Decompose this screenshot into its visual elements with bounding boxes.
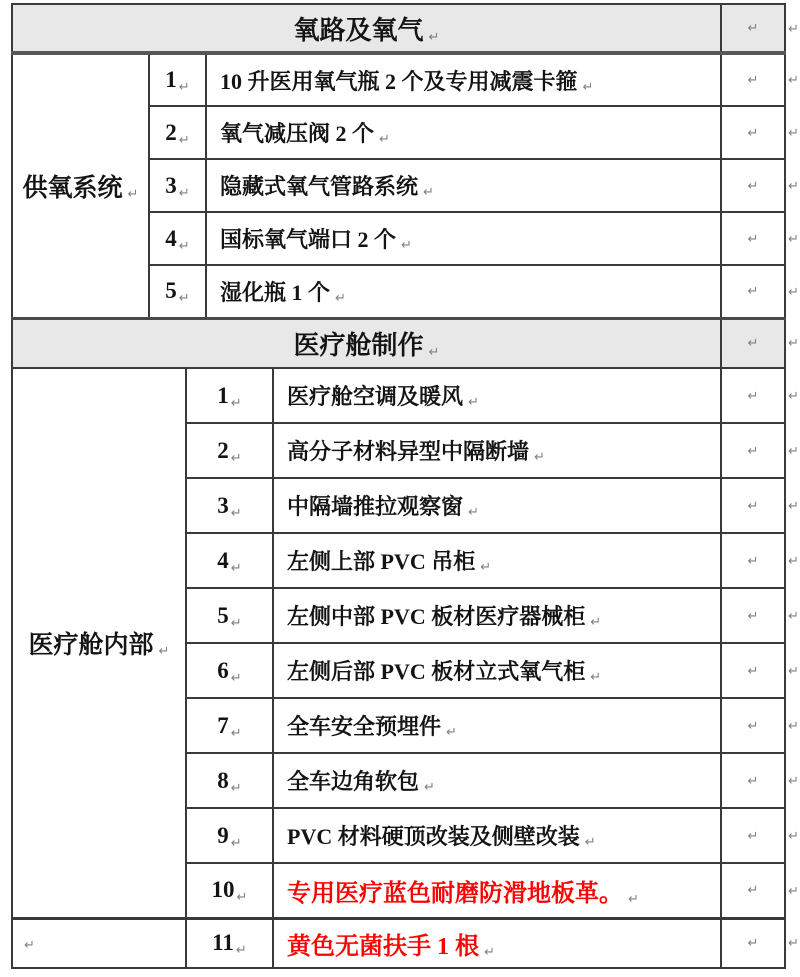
paragraph-mark-icon: ↵ — [158, 643, 170, 659]
paragraph-mark-icon: ↵ — [582, 79, 594, 95]
row-desc-cell — [273, 698, 721, 753]
row-number: 11 — [212, 930, 234, 956]
row-number: 3 — [217, 492, 229, 518]
paragraph-mark-icon: ↵ — [590, 670, 602, 685]
row-number: 8 — [217, 767, 229, 793]
row-desc-cell — [206, 212, 721, 265]
row-desc: 高分子材料异型中隔断墙 — [287, 439, 530, 464]
row-end-mark-cell — [785, 368, 799, 423]
row-number-cell — [186, 588, 273, 643]
row-desc: PVC 材料硬顶改装及侧壁改装 — [287, 824, 580, 849]
row-number-cell — [186, 643, 273, 698]
row-number: 5 — [165, 278, 177, 304]
row-number: 6 — [217, 657, 229, 683]
row-end-mark-cell — [785, 106, 799, 159]
row-number: 3 — [165, 172, 177, 198]
paragraph-mark-icon: ↵ — [747, 443, 759, 459]
row-end-mark-cell — [785, 533, 799, 588]
paragraph-mark-icon: ↵ — [230, 615, 242, 631]
row-desc: 氧气减压阀 2 个 — [220, 121, 375, 146]
row-end-mark-cell — [785, 918, 799, 968]
paragraph-mark-icon: ↵ — [628, 891, 639, 907]
empty-side-cell — [12, 918, 186, 968]
paragraph-mark-icon: ↵ — [230, 505, 242, 521]
paragraph-mark-icon: ↵ — [788, 72, 799, 88]
remark-cell — [721, 808, 785, 863]
section2-header-cell — [12, 318, 721, 368]
row-number-cell — [149, 212, 206, 265]
paragraph-mark-icon: ↵ — [788, 663, 799, 679]
row-end-mark-cell — [785, 212, 799, 265]
remark-cell — [721, 478, 785, 533]
section2-header-row — [12, 318, 799, 368]
row-desc: 左侧上部 PVC 吊柜 — [287, 549, 476, 574]
section2-side-label: 医疗舱内部 — [28, 631, 154, 659]
row-number-cell — [186, 863, 273, 918]
row-number-cell — [186, 753, 273, 808]
paragraph-mark-icon: ↵ — [480, 560, 492, 575]
paragraph-mark-icon: ↵ — [401, 238, 412, 253]
row-number-cell — [186, 698, 273, 753]
row-number: 2 — [217, 437, 229, 463]
paragraph-mark-icon: ↵ — [747, 231, 759, 247]
row-desc-cell — [206, 265, 721, 318]
row-number-cell — [186, 533, 273, 588]
row-desc-cell — [273, 368, 721, 423]
paragraph-mark-icon: ↵ — [24, 938, 35, 954]
paragraph-mark-icon: ↵ — [788, 21, 799, 37]
row-number: 4 — [217, 547, 229, 573]
row-number: 10 — [211, 877, 235, 903]
table-row — [12, 53, 799, 106]
row-desc: 10 升医用氧气瓶 2 个及专用减震卡箍 — [220, 68, 578, 94]
row-end-mark-cell — [785, 318, 799, 368]
row-end-mark-cell — [785, 478, 799, 533]
paragraph-mark-icon: ↵ — [230, 725, 242, 741]
paragraph-mark-icon: ↵ — [178, 132, 190, 148]
paragraph-mark-icon: ↵ — [446, 725, 457, 740]
row-number-cell — [186, 478, 273, 533]
row-desc-cell — [206, 53, 721, 106]
row-number: 2 — [165, 119, 177, 145]
paragraph-mark-icon: ↵ — [788, 388, 799, 404]
row-end-mark-cell — [785, 4, 799, 53]
row-end-mark-cell — [785, 753, 799, 808]
paragraph-mark-icon: ↵ — [747, 388, 759, 404]
row-desc-cell — [273, 478, 721, 533]
row-desc: 全车边角软包 — [287, 769, 420, 794]
paragraph-mark-icon: ↵ — [747, 125, 759, 141]
remark-cell — [721, 159, 785, 212]
row-number-cell — [149, 159, 206, 212]
row-end-mark-cell — [785, 265, 799, 318]
row-number: 1 — [217, 382, 229, 408]
row-number-cell — [149, 106, 206, 159]
paragraph-mark-icon: ↵ — [747, 498, 759, 514]
paragraph-mark-icon: ↵ — [788, 553, 799, 569]
table-row — [12, 918, 799, 968]
remark-cell — [721, 698, 785, 753]
paragraph-mark-icon: ↵ — [788, 336, 799, 351]
paragraph-mark-icon: ↵ — [379, 132, 390, 147]
row-end-mark-cell — [785, 808, 799, 863]
paragraph-mark-icon: ↵ — [584, 835, 596, 850]
row-end-mark-cell — [785, 863, 799, 918]
paragraph-mark-icon: ↵ — [788, 178, 799, 194]
row-number: 1 — [165, 67, 177, 92]
remark-cell — [721, 265, 785, 318]
section1-title: 氧路及氧气 — [293, 15, 424, 45]
remark-cell — [721, 106, 785, 159]
paragraph-mark-icon: ↵ — [230, 835, 242, 851]
paragraph-mark-icon: ↵ — [747, 73, 759, 88]
row-desc-cell — [206, 106, 721, 159]
remark-cell — [721, 368, 785, 423]
paragraph-mark-icon: ↵ — [747, 336, 759, 352]
paragraph-mark-icon: ↵ — [747, 178, 759, 194]
paragraph-mark-icon: ↵ — [230, 560, 242, 576]
paragraph-mark-icon: ↵ — [747, 663, 759, 679]
row-desc: 左侧中部 PVC 板材医疗器械柜 — [287, 604, 586, 629]
row-number-cell — [149, 53, 206, 106]
remark-cell — [721, 753, 785, 808]
row-number: 7 — [217, 712, 229, 738]
remark-cell — [721, 4, 785, 53]
paragraph-mark-icon: ↵ — [788, 125, 799, 141]
remark-cell — [721, 53, 785, 106]
paragraph-mark-icon: ↵ — [788, 443, 799, 459]
paragraph-mark-icon: ↵ — [788, 883, 799, 899]
row-end-mark-cell — [785, 643, 799, 698]
paragraph-mark-icon: ↵ — [235, 943, 247, 959]
row-number: 4 — [165, 225, 177, 251]
paragraph-mark-icon: ↵ — [127, 186, 139, 202]
section1-side-label: 供氧系统 — [22, 174, 123, 202]
remark-cell — [721, 212, 785, 265]
row-number-cell — [186, 423, 273, 478]
paragraph-mark-icon: ↵ — [788, 773, 799, 789]
remark-cell — [721, 863, 785, 918]
remark-cell — [721, 918, 785, 968]
paragraph-mark-icon: ↵ — [534, 450, 545, 465]
row-desc-cell — [273, 643, 721, 698]
paragraph-mark-icon: ↵ — [230, 780, 242, 796]
table-row — [12, 368, 799, 423]
row-number: 5 — [217, 602, 229, 628]
paragraph-mark-icon: ↵ — [468, 395, 479, 410]
paragraph-mark-icon: ↵ — [788, 608, 799, 624]
section1-header-cell — [12, 4, 721, 53]
row-number-cell — [149, 265, 206, 318]
paragraph-mark-icon: ↵ — [788, 284, 799, 300]
paragraph-mark-icon: ↵ — [230, 450, 242, 466]
row-desc: 中隔墙推拉观察窗 — [287, 494, 464, 519]
paragraph-mark-icon: ↵ — [747, 553, 759, 569]
paragraph-mark-icon: ↵ — [747, 883, 759, 899]
row-desc: 左侧后部 PVC 板材立式氧气柜 — [287, 659, 586, 684]
paragraph-mark-icon: ↵ — [747, 21, 759, 36]
remark-cell — [721, 533, 785, 588]
paragraph-mark-icon: ↵ — [747, 718, 759, 734]
paragraph-mark-icon: ↵ — [178, 80, 190, 95]
section1-header-row — [12, 4, 799, 53]
row-number: 9 — [217, 822, 229, 848]
spec-table — [11, 3, 799, 969]
paragraph-mark-icon: ↵ — [788, 231, 799, 247]
paragraph-mark-icon: ↵ — [788, 718, 799, 734]
paragraph-mark-icon: ↵ — [428, 344, 440, 360]
row-end-mark-cell — [785, 423, 799, 478]
paragraph-mark-icon: ↵ — [747, 936, 759, 952]
row-desc-cell — [273, 918, 721, 968]
row-desc-cell — [273, 863, 721, 918]
row-end-mark-cell — [785, 53, 799, 106]
remark-cell — [721, 643, 785, 698]
paragraph-mark-icon: ↵ — [788, 828, 799, 844]
paragraph-mark-icon: ↵ — [230, 395, 242, 411]
paragraph-mark-icon: ↵ — [178, 238, 190, 254]
row-end-mark-cell — [785, 588, 799, 643]
row-desc: 隐藏式氧气管路系统 — [220, 174, 419, 199]
paragraph-mark-icon: ↵ — [424, 780, 435, 795]
paragraph-mark-icon: ↵ — [178, 185, 190, 201]
row-desc-cell — [273, 808, 721, 863]
paragraph-mark-icon: ↵ — [747, 773, 759, 789]
paragraph-mark-icon: ↵ — [747, 828, 759, 844]
row-desc: 专用医疗蓝色耐磨防滑地板革。 — [287, 880, 623, 907]
paragraph-mark-icon: ↵ — [428, 29, 440, 45]
row-number-cell — [186, 368, 273, 423]
paragraph-mark-icon: ↵ — [747, 284, 759, 300]
row-desc: 国标氧气端口 2 个 — [220, 227, 397, 252]
paragraph-mark-icon: ↵ — [230, 670, 242, 686]
section2-title: 医疗舱制作 — [293, 330, 424, 360]
paragraph-mark-icon: ↵ — [590, 615, 602, 630]
section2-side-label-cell — [12, 368, 186, 918]
paragraph-mark-icon: ↵ — [178, 291, 190, 307]
paragraph-mark-icon: ↵ — [468, 505, 479, 520]
row-desc: 黄色无菌扶手 1 根 — [287, 933, 479, 960]
paragraph-mark-icon: ↵ — [747, 608, 759, 624]
row-desc-cell — [206, 159, 721, 212]
paragraph-mark-icon: ↵ — [335, 290, 346, 306]
row-number-cell — [186, 918, 273, 968]
row-desc-cell — [273, 533, 721, 588]
row-desc-cell — [273, 588, 721, 643]
paragraph-mark-icon: ↵ — [484, 944, 495, 960]
paragraph-mark-icon: ↵ — [236, 890, 248, 906]
row-desc: 湿化瓶 1 个 — [220, 279, 331, 305]
row-end-mark-cell — [785, 698, 799, 753]
row-desc-cell — [273, 753, 721, 808]
paragraph-mark-icon: ↵ — [788, 498, 799, 514]
paragraph-mark-icon: ↵ — [788, 936, 799, 951]
row-desc-cell — [273, 423, 721, 478]
section1-side-label-cell — [12, 53, 149, 318]
row-end-mark-cell — [785, 159, 799, 212]
row-desc: 全车安全预埋件 — [287, 714, 442, 739]
row-number-cell — [186, 808, 273, 863]
paragraph-mark-icon: ↵ — [423, 185, 434, 200]
row-desc: 医疗舱空调及暖风 — [287, 384, 464, 409]
remark-cell — [721, 423, 785, 478]
remark-cell — [721, 318, 785, 368]
remark-cell — [721, 588, 785, 643]
